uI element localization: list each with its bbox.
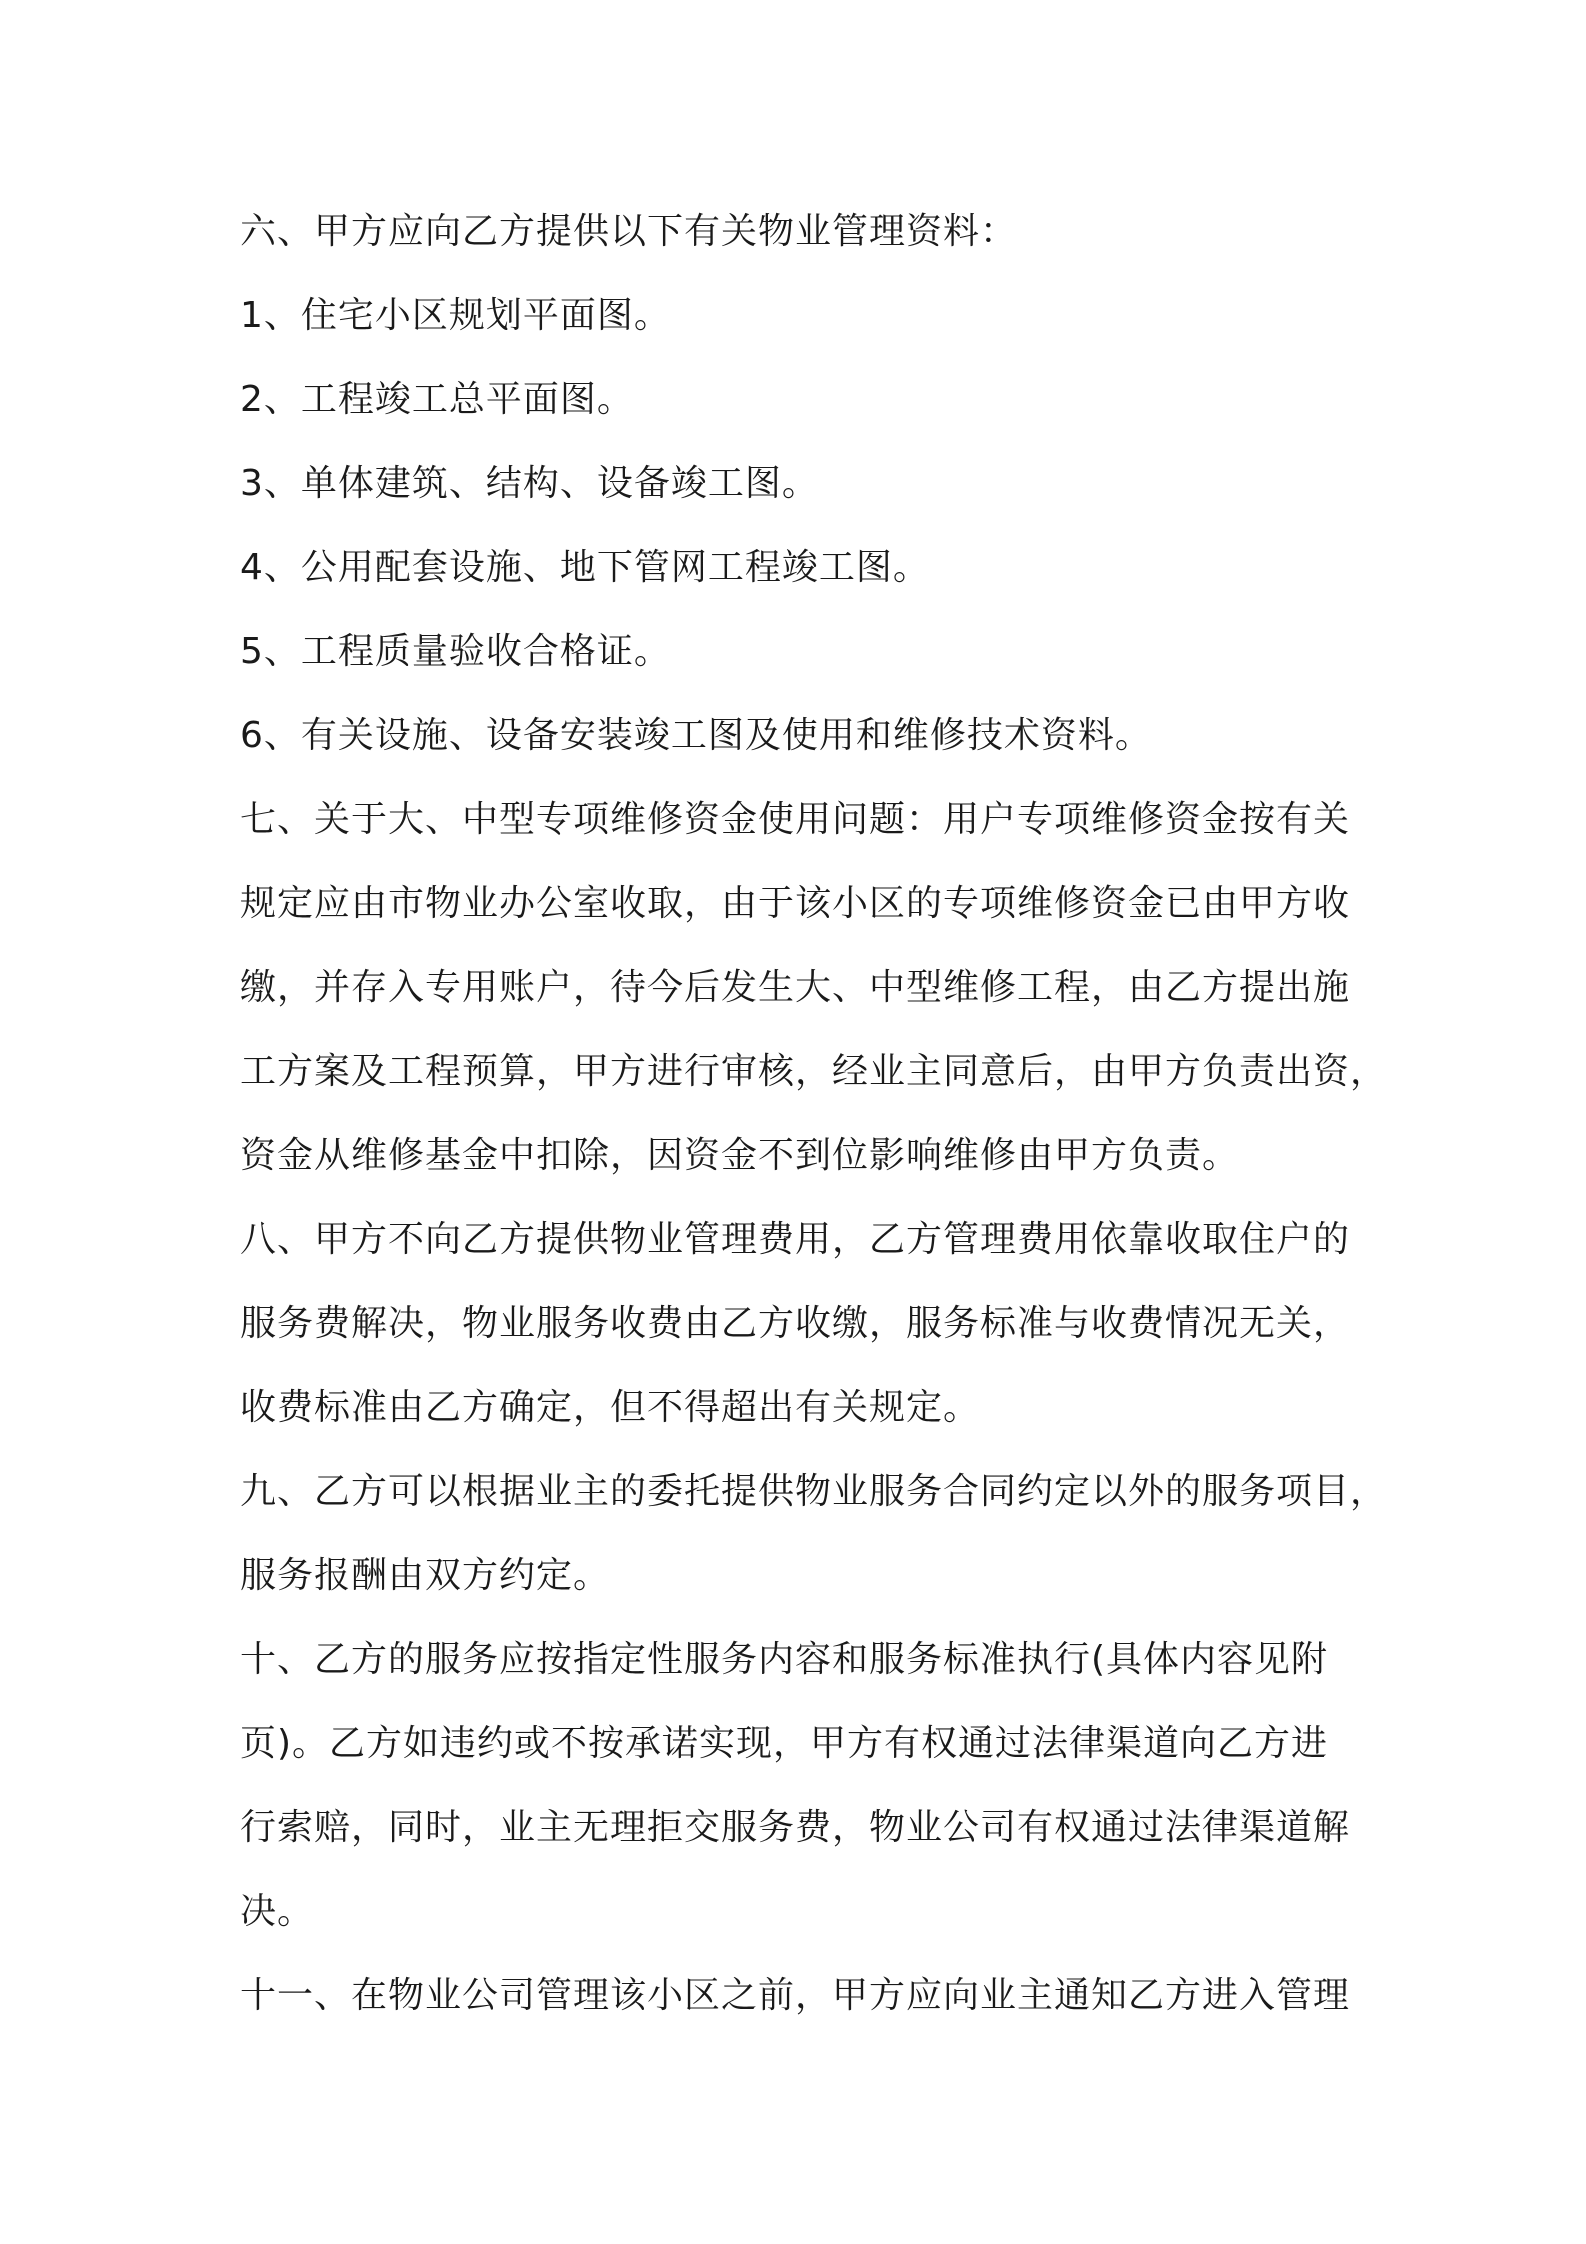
document-line: 十一、在物业公司管理该小区之前，甲方应向业主通知乙方进入管理 [240,1975,1351,2016]
document-line: 服务报酬由双方约定。 [240,1555,611,1596]
document-line: 六、甲方应向乙方提供以下有关物业管理资料： [240,211,1018,252]
document-body [240,190,1388,2038]
document-line: 缴，并存入专用账户，待今后发生大、中型维修工程，由乙方提出施 [240,967,1351,1008]
document-line: 工方案及工程预算，甲方进行审核，经业主同意后，由甲方负责出资， [240,1051,1388,1092]
document-line: 八、甲方不向乙方提供物业管理费用，乙方管理费用依靠收取住户的 [240,1219,1351,1260]
document-line: 3、单体建筑、结构、设备竣工图。 [240,463,819,504]
document-line: 七、关于大、中型专项维修资金使用问题：用户专项维修资金按有关 [240,799,1351,840]
document-line: 6、有关设施、设备安装竣工图及使用和维修技术资料。 [240,715,1152,756]
document-line: 4、公用配套设施、地下管网工程竣工图。 [240,547,930,588]
document-line: 1、住宅小区规划平面图。 [240,295,671,336]
document-line: 决。 [240,1891,315,1932]
document-line: 行索赔，同时，业主无理拒交服务费，物业公司有权通过法律渠道解 [240,1807,1351,1848]
document-line: 十、乙方的服务应按指定性服务内容和服务标准执行(具体内容见附 [240,1639,1329,1680]
document-line: 九、乙方可以根据业主的委托提供物业服务合同约定以外的服务项目， [240,1471,1388,1512]
document-line: 页)。乙方如违约或不按承诺实现，甲方有权通过法律渠道向乙方进 [240,1723,1329,1764]
document-line: 服务费解决，物业服务收费由乙方收缴，服务标准与收费情况无关， [240,1303,1351,1344]
document-line: 收费标准由乙方确定，但不得超出有关规定。 [240,1387,981,1428]
document-line: 规定应由市物业办公室收取，由于该小区的专项维修资金已由甲方收 [240,883,1351,924]
document-line: 资金从维修基金中扣除，因资金不到位影响维修由甲方负责。 [240,1135,1240,1176]
document-line: 2、工程竣工总平面图。 [240,379,634,420]
document-line: 5、工程质量验收合格证。 [240,631,671,672]
